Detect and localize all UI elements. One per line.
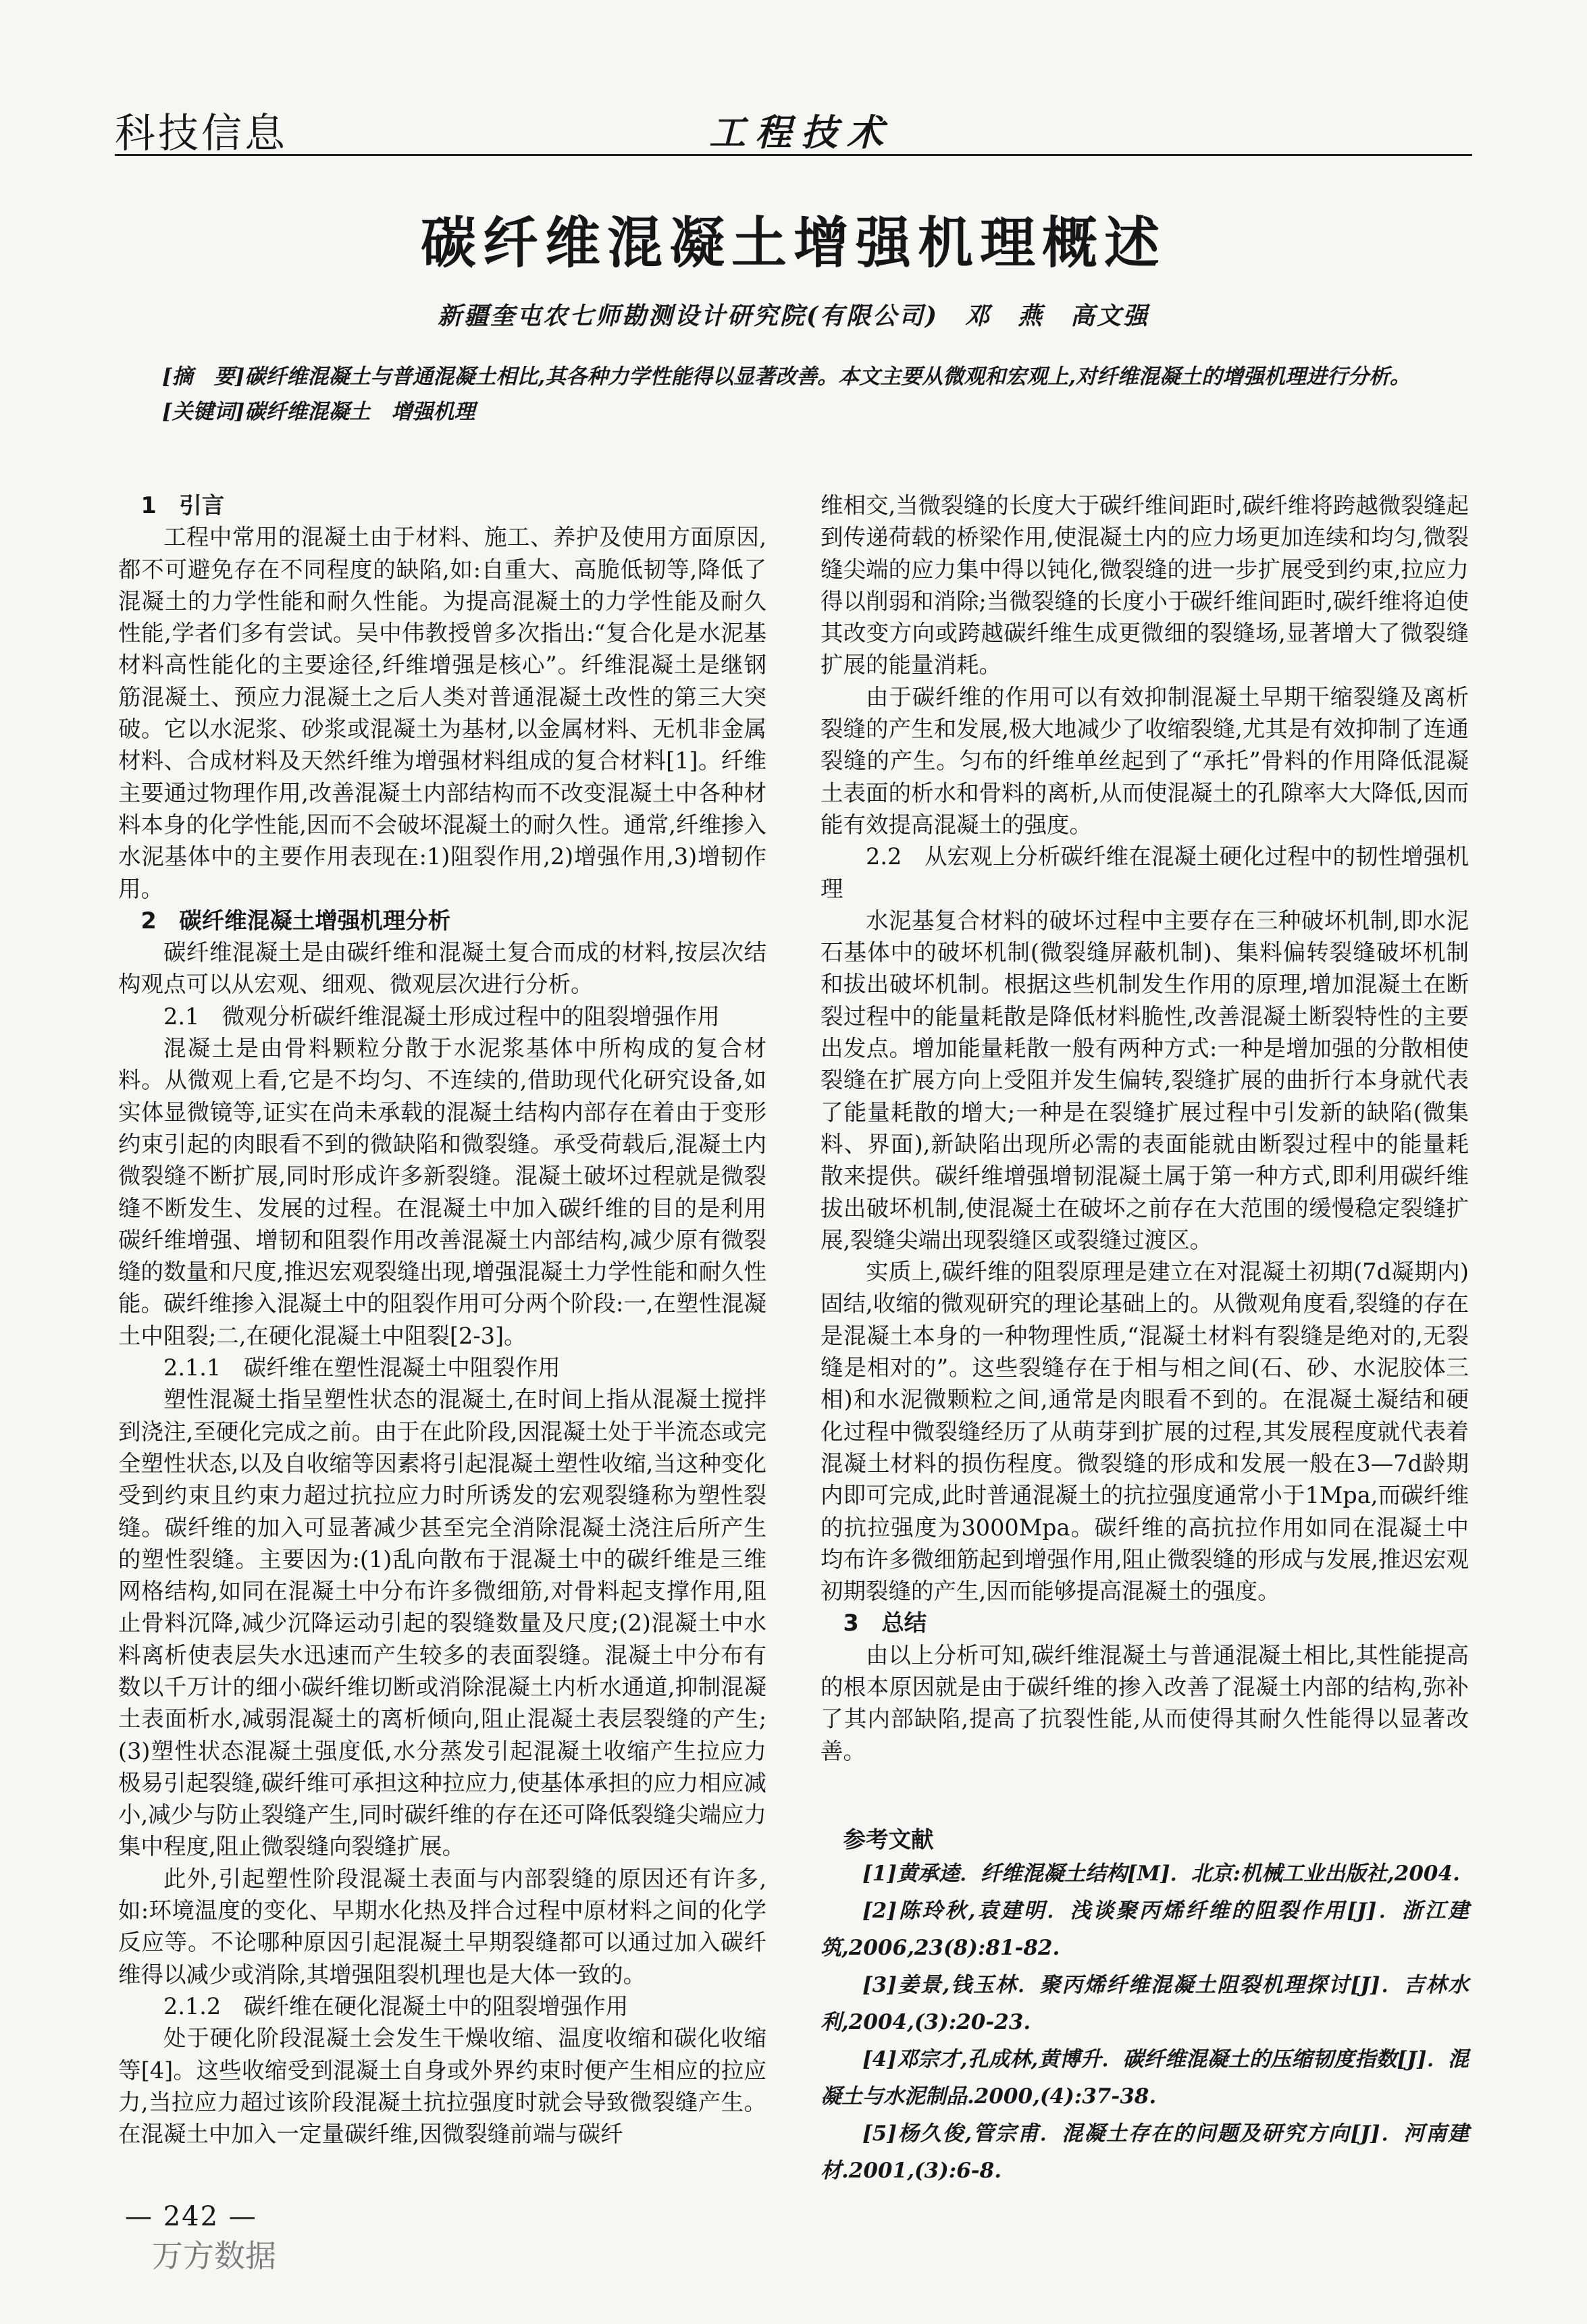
paragraph: 塑性混凝土指呈塑性状态的混凝土,在时间上指从混凝土搅拌到浇注,至硬化完成之前。由于在此阶段,因混凝土处于半流态或完全塑性状态,以及自收缩等因素将引起混凝土塑性收缩,当这种变化受到约束且约束力超过抗拉应力时所诱发的宏观裂缝称为塑性裂缝。碳纤维的加入可显著减少甚至完全消除混凝土浇注后所产生的塑性裂缝。主要因为:(1)乱向散布于混凝土中的碳纤维是三维网格结构,如同在混凝土中分布许多微细筋,对骨料起支撑作用,阻止骨料沉降,减少沉降运动引起的裂缝数量及尺度;(2)混凝土中水料离析使表层失水迅速而产生较多的表面裂缝。混凝土中分布有数以千万计的细小碳纤维切断或消除混凝土内析水通道,抑制混凝土表面析水,减弱混凝土的离析倾向,阻止混凝土表层裂缝的产生;(3)塑性状态混凝土强度低,水分蒸发引起混凝土收缩产生拉应力极易引起裂缝,碳纤维可承担这种拉应力,使基体承担的应力相应减小,减少与防止裂缝产生,同时碳纤维的存在还可降低裂缝尖端应力集中程度,阻止微裂缝向裂缝扩展。 — [118, 1386, 766, 1860]
reference-item: [1]黄承逵．纤维混凝土结构[M]．北京:机械工业出版社,2004. — [862, 1861, 1460, 1886]
running-header — [115, 101, 1472, 162]
section-heading: 2.1 微观分析碳纤维混凝土形成过程中的阻裂增强作用 — [163, 1003, 720, 1030]
abstract-text: [摘 要]碳纤维混凝土与普通混凝土相比,其各种力学性能得以显著改善。本文主要从微观和宏观上,对纤维混凝土的增强机理进行分析。 — [162, 365, 1411, 389]
abstract-block — [162, 359, 1425, 429]
left-column — [118, 490, 766, 2150]
references-list — [821, 1855, 1469, 2190]
paragraph: 工程中常用的混凝土由于材料、施工、养护及使用方面原因,都不可避免存在不同程度的缺陷,如:自重大、高脆低韧等,降低了混凝土的力学性能和耐久性能。为提高混凝土的力学性能及耐久性能,学者们多有尝试。吴中伟教授曾多次指出:“复合化是水泥基材料高性能化的主要途径,纤维增强是核心”。纤维混凝土是继钢筋混凝土、预应力混凝土之后人类对普通混凝土改性的第三大突破。它以水泥浆、砂浆或混凝土为基材,以金属材料、无机非金属材料、合成材料及天然纤维为增强材料组成的复合材料[1]。纤维主要通过物理作用,改善混凝土内部结构而不改变混凝土中各种材料本身的化学性能,因而不会破坏混凝土的耐久性。通常,纤维掺入水泥基体中的主要作用表现在:1)阻裂作用,2)增强作用,3)增韧作用。 — [118, 524, 766, 902]
paragraph: 实质上,碳纤维的阻裂原理是建立在对混凝土初期(7d凝期内)固结,收缩的微观研究的理论基础上的。从微观角度看,裂缝的存在是混凝土本身的一种物理性质,“混凝土材料有裂缝是绝对的,无裂缝是相对的”。这些裂缝存在于相与相之间(石、砂、水泥胶体三相)和水泥微颗粒之间,通常是肉眼看不到的。在混凝土凝结和硬化过程中微裂缝经历了从萌芽到扩展的过程,其发展程度就代表着混凝土材料的损伤程度。微裂缝的形成和发展一般在3—7d龄期内即可完成,此时普通混凝土的抗拉强度通常小于1Mpa,而碳纤维的抗拉强度为3000Mpa。碳纤维的高抗拉作用如同在混凝土中均布许多微细筋起到增强作用,阻止微裂缝的形成与发展,推迟宏观初期裂缝的产生,因而能够提高混凝土的强度。 — [821, 1259, 1469, 1605]
paragraph: 此外,引起塑性阶段混凝土表面与内部裂缝的原因还有许多,如:环境温度的变化、早期水化热及拌合过程中原材料之间的化学反应等。不论哪种原因引起混凝土早期裂缝都可以通过加入碳纤维得以减少或消除,其增强阻裂机理也是大体一致的。 — [118, 1865, 766, 1988]
paragraph: 处于硬化阶段混凝土会发生干燥收缩、温度收缩和碳化收缩等[4]。这些收缩受到混凝土自身或外界约束时便产生相应的拉应力,当拉应力超过该阶段混凝土抗拉强度时就会导致微裂缝产生。在混凝土中加入一定量碳纤维,因微裂缝前端与碳纤 — [118, 2025, 766, 2148]
paragraph: 由于碳纤维的作用可以有效抑制混凝土早期干缩裂缝及离析裂缝的产生和发展,极大地减少了收缩裂缝,尤其是有效抑制了连通裂缝的产生。匀布的纤维单丝起到了“承托”骨料的作用降低混凝土表面的析水和骨料的离析,从而使混凝土的孔隙率大大降低,因而能有效提高混凝土的强度。 — [821, 683, 1469, 838]
paragraph: 混凝土是由骨料颗粒分散于水泥浆基体中所构成的复合材料。从微观上看,它是不均匀、不连续的,借助现代化研究设备,如实体显微镜等,证实在尚未承载的混凝土结构内部存在着由于变形约束引起的肉眼看不到的微缺陷和微裂缝。承受荷载后,混凝土内微裂缝不断扩展,同时形成许多新裂缝。混凝土破坏过程就是微裂缝不断发生、发展的过程。在混凝土中加入碳纤维的目的是利用碳纤维增强、增韧和阻裂作用改善混凝土内部结构,减少原有微裂缝的数量和尺度,推迟宏观裂缝出现,增强混凝土力学性能和耐久性能。碳纤维掺入混凝土中的阻裂作用可分两个阶段:一,在塑性混凝土中阻裂;二,在硬化混凝土中阻裂[2-3]。 — [118, 1035, 766, 1349]
section-heading: 1 引言 — [140, 492, 225, 519]
references-spacer — [821, 1767, 1469, 1824]
section-heading: 2 碳纤维混凝土增强机理分析 — [140, 907, 451, 934]
section-heading: 2.1.2 碳纤维在硬化混凝土中的阻裂增强作用 — [163, 1992, 629, 2019]
paragraph: 由以上分析可知,碳纤维混凝土与普通混凝土相比,其性能提高的根本原因就是由于碳纤维的掺入改善了混凝土内部的结构,弥补了其内部缺陷,提高了抗裂性能,从而使得其耐久性能得以显著改善。 — [821, 1641, 1469, 1764]
reference-item: [2]陈玲秋,袁建明．浅谈聚丙烯纤维的阻裂作用[J]．浙江建筑,2006,23(8):81-82. — [821, 1899, 1469, 1961]
watermark: 万方数据 — [152, 2238, 276, 2274]
section-name: 工程技术 — [709, 111, 893, 154]
section-heading: 2.1.1 碳纤维在塑性混凝土中阻裂作用 — [163, 1354, 561, 1381]
page-number: — 242 — — [125, 2201, 257, 2232]
article-title: 碳纤维混凝土增强机理概述 — [420, 211, 1166, 275]
paragraph: 碳纤维混凝土是由碳纤维和混凝土复合而成的材料,按层次结构观点可以从宏观、细观、微观层次进行分析。 — [118, 939, 766, 998]
right-column — [821, 490, 1469, 2190]
journal-name: 科技信息 — [115, 110, 288, 157]
header-rule — [115, 154, 1472, 156]
reference-item: [3]姜景,钱玉林．聚丙烯纤维混凝土阻裂机理探讨[J]．吉林水利,2004,(3):20-23. — [821, 1973, 1469, 2035]
reference-item: [5]杨久俊,管宗甫．混凝土存在的问题及研究方向[J]．河南建材.2001,(3):6-8. — [821, 2121, 1469, 2184]
reference-item: [4]邓宗才,孔成林,黄博升．碳纤维混凝土的压缩韧度指数[J]．混凝土与水泥制品.2000,(4):37-38. — [821, 2047, 1469, 2109]
paragraph: 水泥基复合材料的破坏过程中主要存在三种破坏机制,即水泥石基体中的破坏机制(微裂缝屏蔽机制)、集料偏转裂缝破坏机制和拔出破坏机制。根据这些机制发生作用的原理,增加混凝土在断裂过程中的能量耗散是降低材料脆性,改善混凝土断裂特性的主要出发点。增加能量耗散一般有两种方式:一种是增加强的分散相使裂缝在扩展方向上受阻并发生偏转,裂缝扩展的曲折行本身就代表了能量耗散的增大;一种是在裂缝扩展过程中引发新的缺陷(微集料、界面),新缺陷出现所必需的表面能就由断裂过程中的能量耗散来提供。碳纤维增强增韧混凝土属于第一种方式,即利用碳纤维拔出破坏机制,使混凝土在破坏之前存在大范围的缓慢稳定裂缝扩展,裂缝尖端出现裂缝区或裂缝过渡区。 — [821, 907, 1469, 1253]
references-heading: 参考文献 — [843, 1826, 934, 1853]
section-heading: 3 总结 — [843, 1610, 927, 1637]
section-heading: 2.2 从宏观上分析碳纤维在混凝土硬化过程中的韧性增强机理 — [821, 843, 1469, 902]
paragraph: 维相交,当微裂缝的长度大于碳纤维间距时,碳纤维将跨越微裂缝起到传递荷载的桥梁作用,使混凝土内的应力场更加连续和均匀,微裂缝尖端的应力集中得以钝化,微裂缝的进一步扩展受到约束,拉应力得以削弱和消除;当微裂缝的长度小于碳纤维间距时,碳纤维将迫使其改变方向或跨越碳纤维生成更微细的裂缝场,显著增大了微裂缝扩展的能量消耗。 — [821, 492, 1469, 679]
authors-line: 新疆奎屯农七师勘测设计研究院(有限公司) 邓 燕 高文强 — [437, 302, 1150, 330]
keywords-text: [关键词]碳纤维混凝土 增强机理 — [162, 400, 475, 424]
